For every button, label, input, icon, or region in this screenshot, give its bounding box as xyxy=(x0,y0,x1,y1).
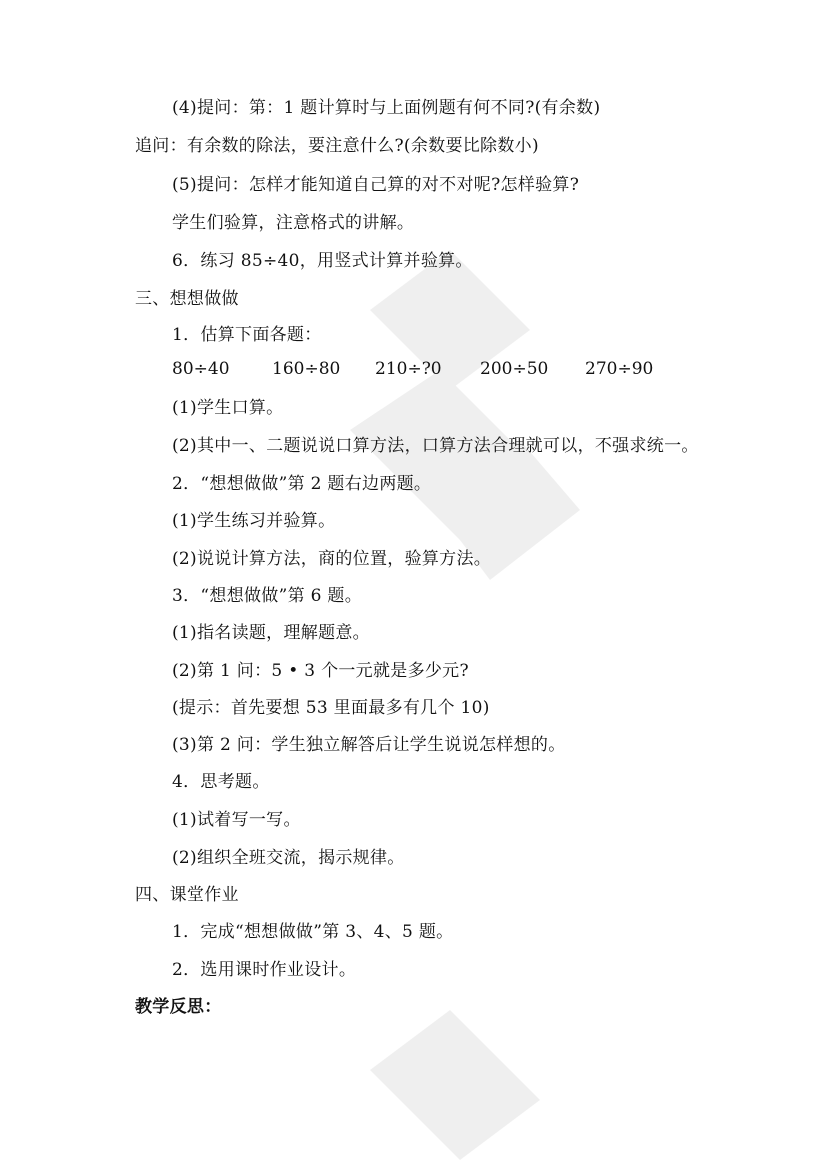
text-line-question-4: (4)提问：第：1 题计算时与上面例题有何不同?(有余数) xyxy=(172,98,601,118)
text-line-follow-up: 追问：有余数的除法，要注意什么?(余数要比除数小) xyxy=(135,136,539,156)
watermark-logo-bottom xyxy=(340,1010,540,1170)
text-line-item-4: 4．思考题。 xyxy=(172,772,270,792)
text-line-practice-check: (1)学生练习并验算。 xyxy=(172,511,336,531)
text-line-students-check: 学生们验算，注意格式的讲解。 xyxy=(172,213,415,233)
calculation-item: 80÷40 xyxy=(172,359,230,379)
text-line-read-question: (1)指名读题，理解题意。 xyxy=(172,623,370,643)
text-line-calc-method: (2)说说计算方法，商的位置，验算方法。 xyxy=(172,549,492,569)
section-heading-3: 三、想想做做 xyxy=(135,289,239,309)
text-line-explain-method: (2)其中一、二题说说口算方法，口算方法合理就可以，不强求统一。 xyxy=(172,436,699,456)
text-line-complete: 1．完成“想想做做”第 3、4、5 题。 xyxy=(172,922,454,942)
calculation-item: 270÷90 xyxy=(585,359,654,379)
text-line-q1: (2)第 1 问：5 • 3 个一元就是多少元? xyxy=(172,661,469,681)
calculation-item: 210÷?0 xyxy=(375,359,442,379)
text-line-item-3: 3．“想想做做”第 6 题。 xyxy=(172,586,363,606)
teaching-reflection-heading: 教学反思： xyxy=(135,997,222,1017)
text-line-estimate: 1．估算下面各题： xyxy=(172,325,322,345)
text-line-discuss: (2)组织全班交流，揭示规律。 xyxy=(172,848,405,868)
calculation-item: 160÷80 xyxy=(272,359,341,379)
text-line-q2: (3)第 2 问：学生独立解答后让学生说说怎样想的。 xyxy=(172,735,566,755)
text-line-item-2: 2．“想想做做”第 2 题右边两题。 xyxy=(172,474,432,494)
text-line-practice-6: 6．练习 85÷40，用竖式计算并验算。 xyxy=(172,251,473,271)
text-line-homework: 2．选用课时作业设计。 xyxy=(172,960,357,980)
section-heading-4: 四、课堂作业 xyxy=(135,885,239,905)
calculation-item: 200÷50 xyxy=(480,359,549,379)
text-line-try-write: (1)试着写一写。 xyxy=(172,810,301,830)
text-line-hint: (提示：首先要想 53 里面最多有几个 10) xyxy=(172,698,490,718)
text-line-question-5: (5)提问：怎样才能知道自己算的对不对呢?怎样验算? xyxy=(172,175,580,195)
text-line-oral: (1)学生口算。 xyxy=(172,398,284,418)
